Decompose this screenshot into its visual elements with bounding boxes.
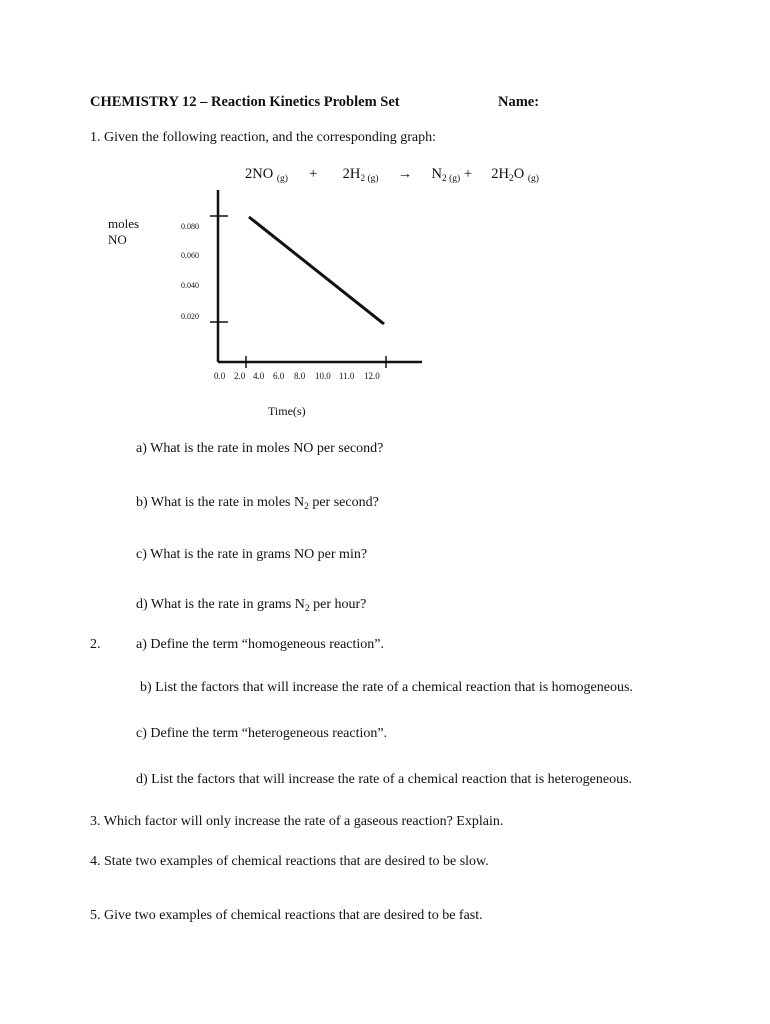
eq-term-h2o: 2H xyxy=(491,166,510,182)
y-axis-label-line1: moles xyxy=(108,216,140,231)
x-tick-label: 0.0 xyxy=(214,371,226,381)
question-4: 4. State two examples of chemical reactions that are desired to be slow. xyxy=(90,854,489,869)
question-1d-subscript: 2 xyxy=(304,604,310,614)
x-tick-label: 8.0 xyxy=(294,371,306,381)
question-2a: a) Define the term “homogeneous reaction”. xyxy=(136,637,385,652)
eq-plus: + xyxy=(309,166,318,182)
question-1-intro: 1. Given the following reaction, and the corresponding graph: xyxy=(90,130,437,145)
name-label: Name: xyxy=(498,94,540,110)
question-1b-text-end: per second? xyxy=(308,495,379,510)
question-2-number: 2. xyxy=(90,637,101,652)
eq-subscript: 2 xyxy=(509,174,514,184)
x-tick-label: 11.0 xyxy=(339,371,355,381)
question-1d xyxy=(136,597,366,614)
x-axis-label: Time(s) xyxy=(268,404,306,418)
x-tick-label: 4.0 xyxy=(253,371,265,381)
question-1b-text: b) What is the rate in moles N xyxy=(136,495,305,510)
eq-state: 2 (g) xyxy=(360,174,379,184)
series-line-no xyxy=(249,217,384,324)
x-tick-label: 6.0 xyxy=(273,371,285,381)
y-tick-label: 0.080 xyxy=(181,222,199,231)
question-1d-text-end: per hour? xyxy=(309,597,367,612)
x-tick-label: 12.0 xyxy=(364,371,380,381)
eq-state: (g) xyxy=(527,174,539,184)
question-1c: c) What is the rate in grams NO per min? xyxy=(136,547,368,562)
question-1d-text: d) What is the rate in grams N xyxy=(136,597,305,612)
question-1b-subscript: 2 xyxy=(304,502,309,512)
question-3: 3. Which factor will only increase the rate of a gaseous reaction? Explain. xyxy=(90,814,504,829)
eq-arrow: → xyxy=(397,166,413,182)
question-2d: d) List the factors that will increase the rate of a chemical reaction that is heterogeneous. xyxy=(136,772,633,787)
x-tick-label: 10.0 xyxy=(315,371,331,381)
question-1a: a) What is the rate in moles NO per second? xyxy=(136,441,384,456)
question-2c: c) Define the term “heterogeneous reaction”. xyxy=(136,726,388,741)
y-tick-label: 0.020 xyxy=(181,312,199,321)
x-tick-label: 2.0 xyxy=(234,371,246,381)
y-axis-label-line2: NO xyxy=(108,232,127,247)
eq-term-no: 2NO xyxy=(245,166,274,182)
eq-plus: + xyxy=(463,166,473,182)
eq-state: (g) xyxy=(276,174,288,184)
eq-term-o: O xyxy=(513,166,525,182)
eq-term-n2: N xyxy=(431,166,443,182)
question-2b: b) List the factors that will increase the rate of a chemical reaction that is homogeneous. xyxy=(140,680,633,695)
y-tick-label: 0.060 xyxy=(181,251,199,260)
eq-term-h2: 2H xyxy=(342,166,361,182)
question-1b xyxy=(136,495,379,512)
question-5: 5. Give two examples of chemical reactions that are desired to be fast. xyxy=(90,908,483,923)
eq-state: 2 (g) xyxy=(442,174,461,184)
worksheet-title: CHEMISTRY 12 – Reaction Kinetics Problem Set xyxy=(90,94,400,110)
y-tick-label: 0.040 xyxy=(181,281,199,290)
